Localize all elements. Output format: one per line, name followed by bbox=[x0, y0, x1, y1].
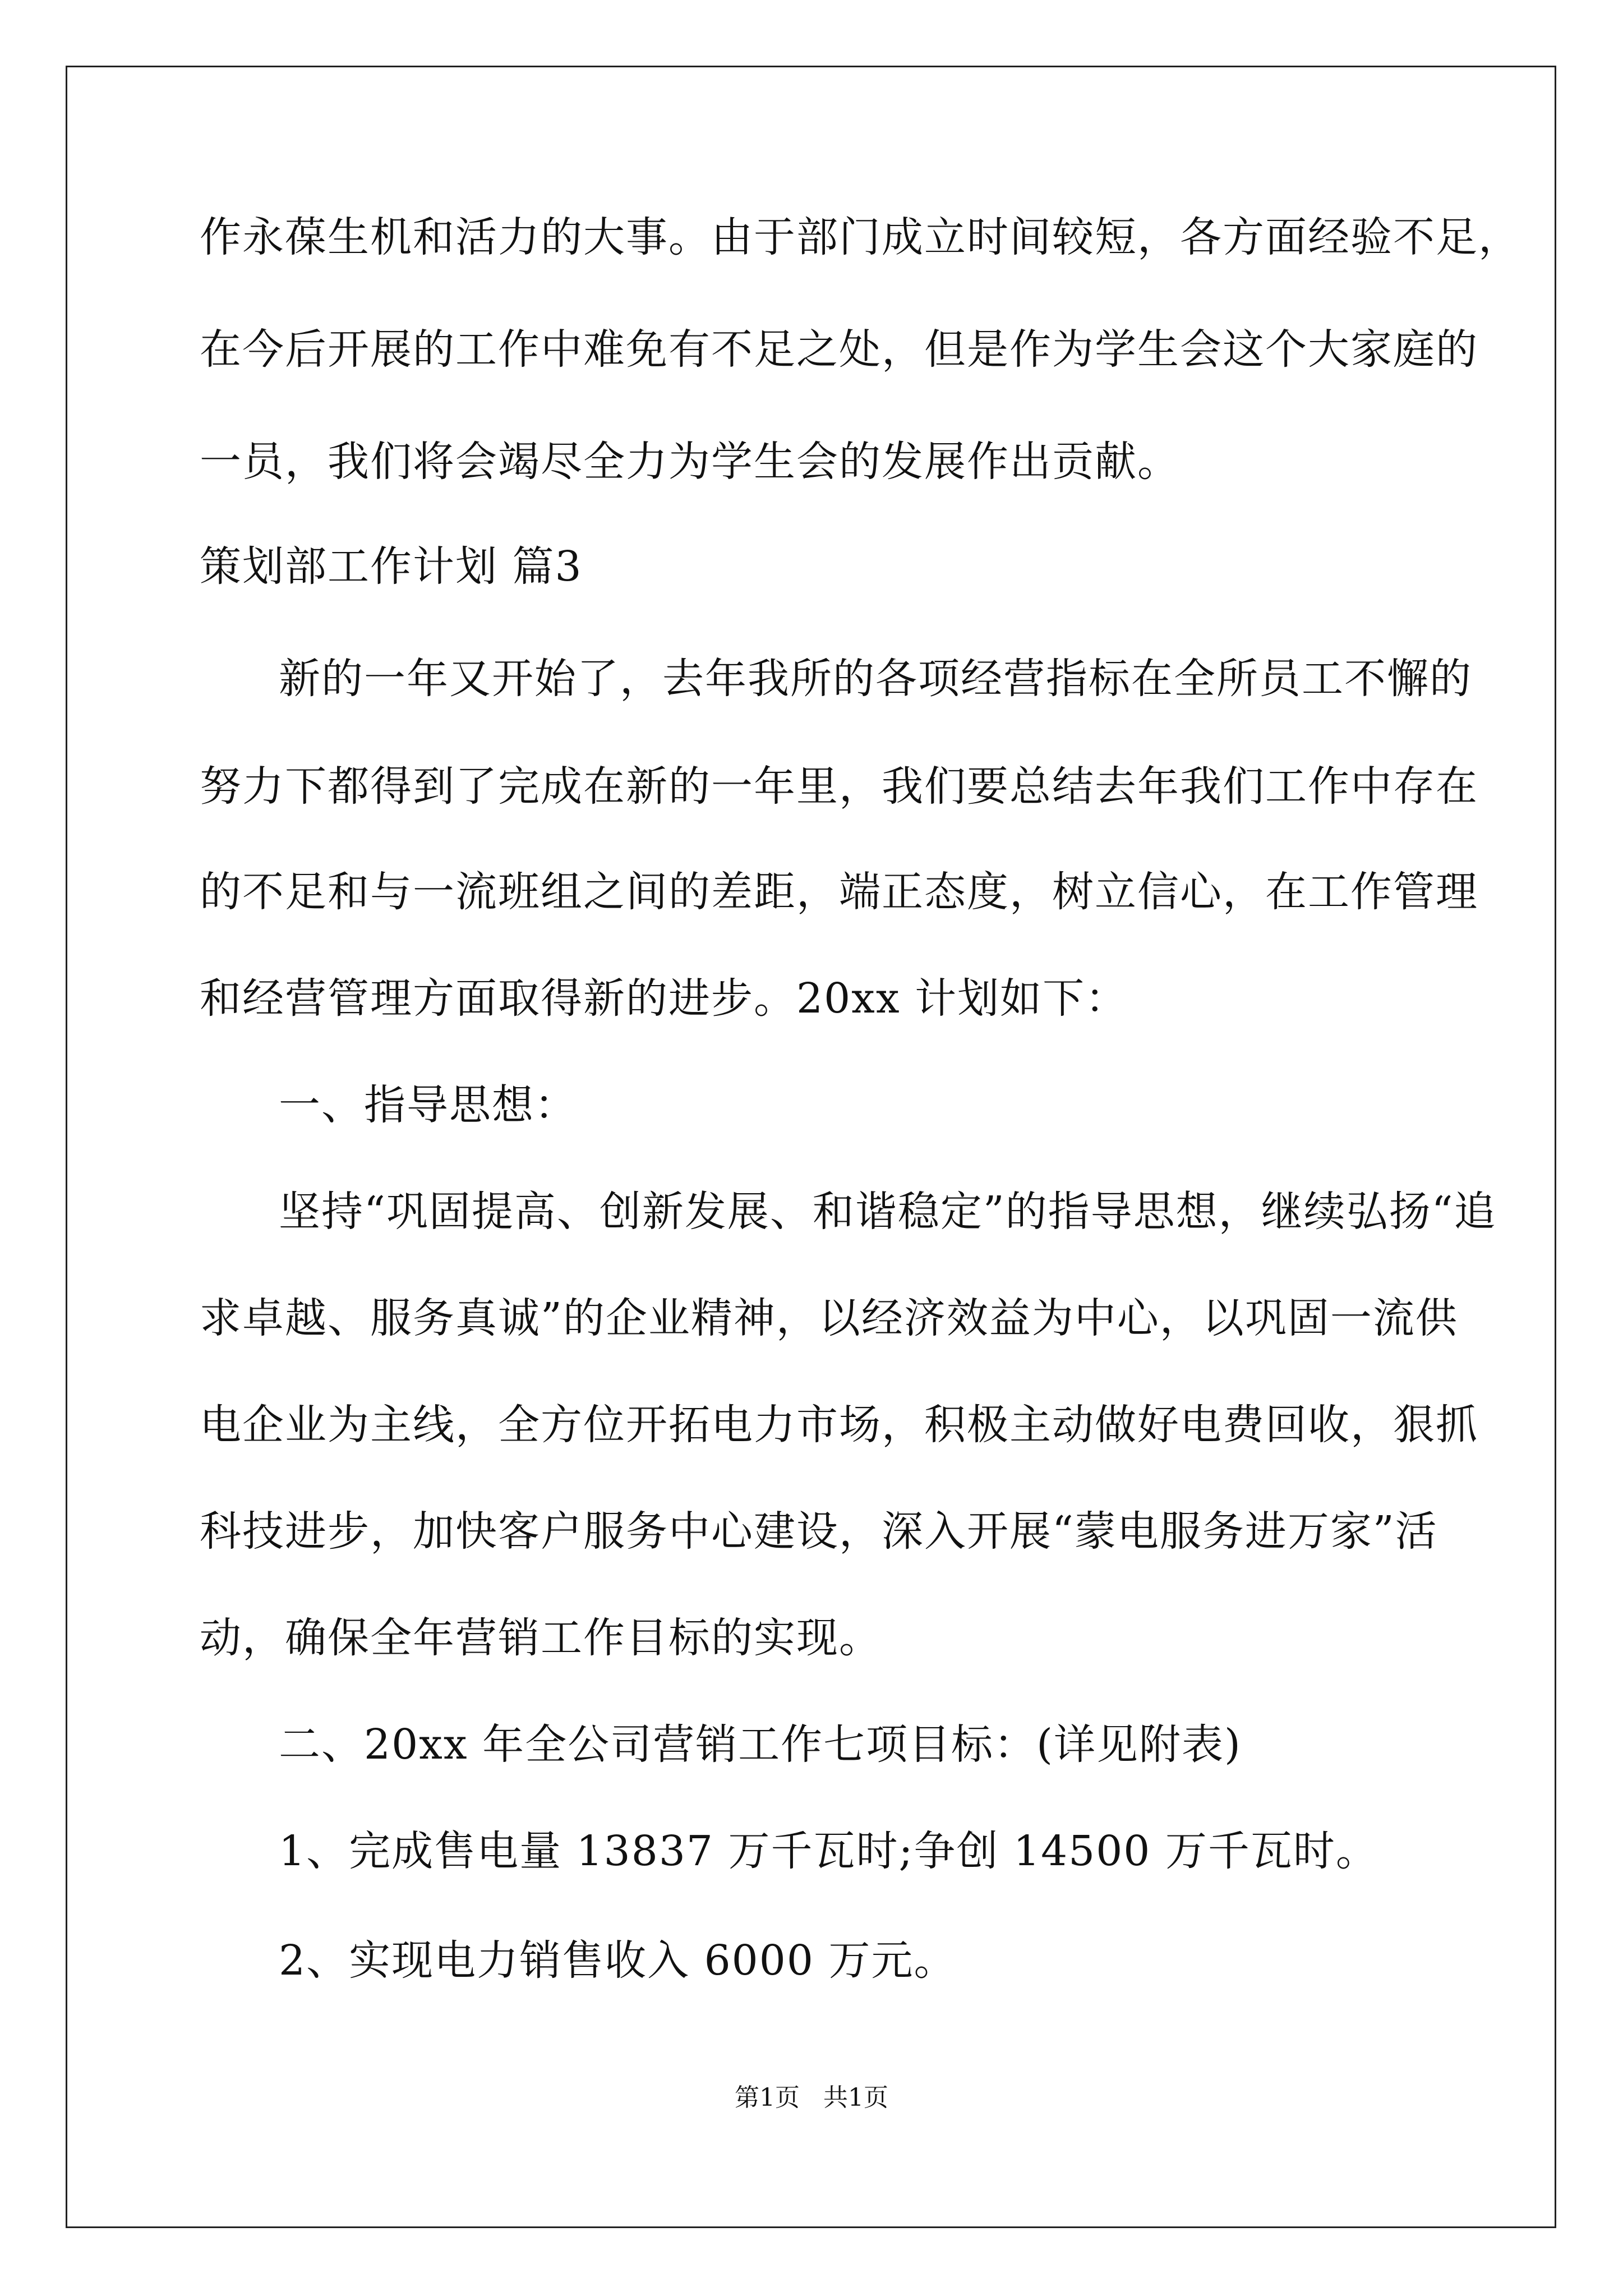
section-heading: 策划部工作计划 篇3 bbox=[200, 542, 583, 591]
paragraph-line: 作永葆生机和活力的大事。由于部门成立时间较短，各方面经验不足， bbox=[200, 213, 1521, 261]
paragraph-line: 坚持“巩固提高、创新发展、和谐稳定”的指导思想，继续弘扬“追 bbox=[279, 1188, 1497, 1236]
paragraph-line: 在今后开展的工作中难免有不足之处，但是作为学生会这个大家庭的 bbox=[200, 325, 1478, 374]
paragraph-line: 电企业为主线，全方位开拓电力市场，积极主动做好电费回收，狠抓 bbox=[200, 1401, 1478, 1449]
page-border bbox=[66, 66, 1556, 2228]
paragraph-line: 求卓越、服务真诚”的企业精神，以经济效益为中心，以巩固一流供 bbox=[200, 1294, 1458, 1342]
paragraph-line: 动，确保全年营销工作目标的实现。 bbox=[200, 1614, 882, 1662]
subheading: 一、指导思想： bbox=[279, 1081, 577, 1129]
paragraph-line: 一员，我们将会竭尽全力为学生会的发展作出贡献。 bbox=[200, 438, 1180, 486]
page-footer: 第1页 共1页 bbox=[735, 2083, 888, 2112]
list-item: 2、实现电力销售收入 6000 万元。 bbox=[279, 1936, 957, 1985]
paragraph-line: 努力下都得到了完成在新的一年里，我们要总结去年我们工作中存在 bbox=[200, 762, 1478, 811]
paragraph-line: 和经营管理方面取得新的进步。20xx 计划如下： bbox=[200, 974, 1128, 1023]
subheading: 二、20xx 年全公司营销工作七项目标：(详见附表) bbox=[279, 1720, 1242, 1769]
paragraph-line: 的不足和与一流班组之间的差距，端正态度，树立信心，在工作管理 bbox=[200, 868, 1478, 916]
list-item: 1、完成售电量 13837 万千瓦时;争创 14500 万千瓦时。 bbox=[279, 1827, 1378, 1875]
paragraph-line: 科技进步，加快客户服务中心建设，深入开展“蒙电服务进万家”活 bbox=[200, 1507, 1438, 1556]
paragraph-line: 新的一年又开始了，去年我所的各项经营指标在全所员工不懈的 bbox=[279, 655, 1472, 703]
